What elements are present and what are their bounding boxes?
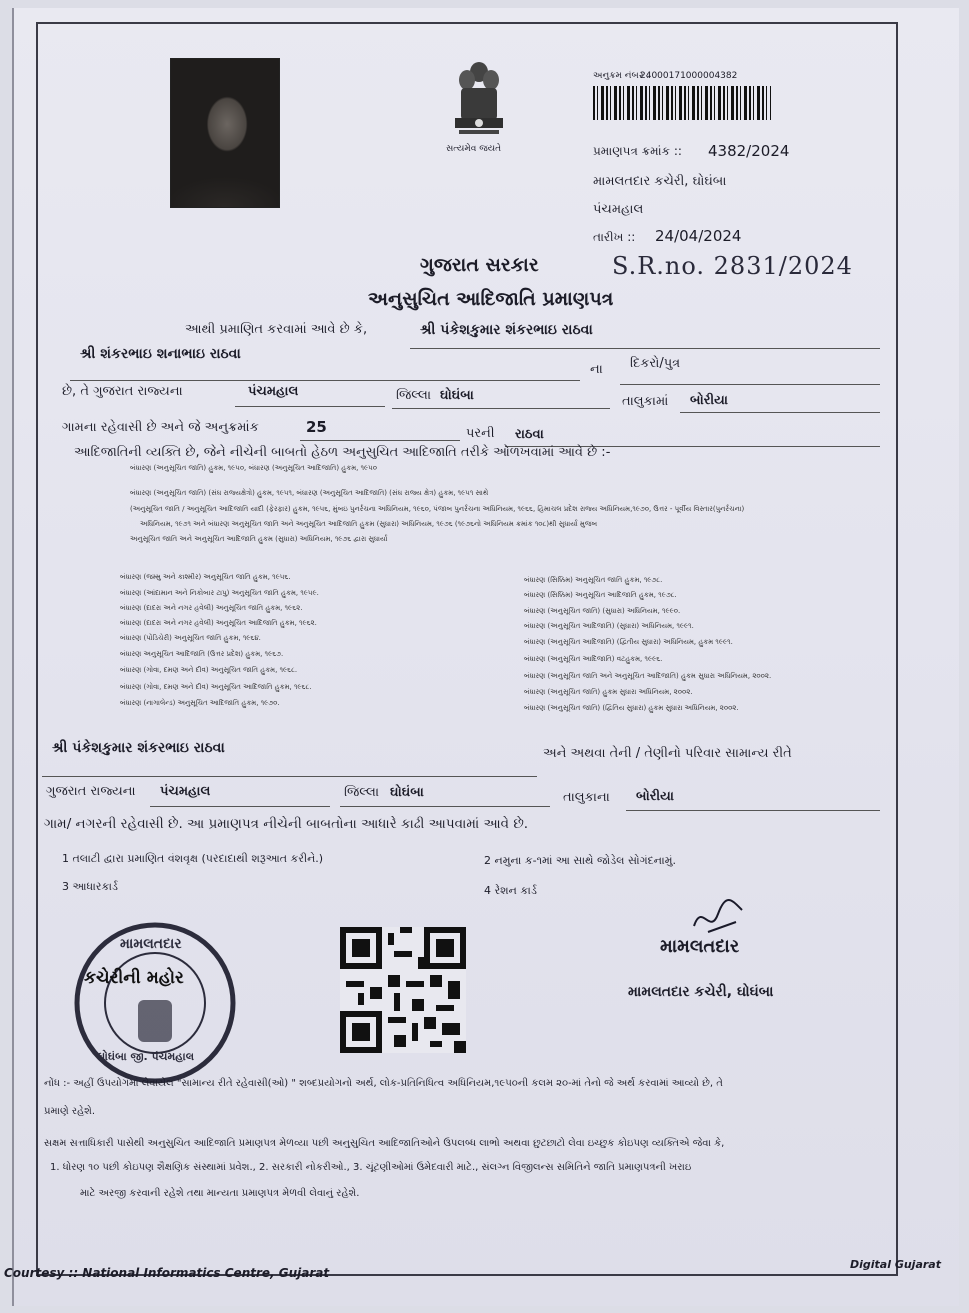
- order-line: બંધારણ (અનુસૂચિત જાતિ) હુકમ, ૧૯૫૦, બંધારણ (અનુસૂચિત આદિજાતિ) હુકમ, ૧૯૫૦: [130, 464, 377, 472]
- order-right: બંધારણ (અનુસૂચિત જાતિ) (દ્વિતિય સુધારા) હુકમ સુધારા અધિનિયમ, ૨૦૦૨.: [524, 704, 739, 712]
- order-left: બંધારણ (દાદરા અને નગર હવેલી) અનુસૂચિત આદિજાતિ હુકમ, ૧૯૬૨.: [120, 619, 317, 627]
- order-right: બંધારણ (અનુસૂચિત આદિજાતિ) વટહુકમ, ૧૯૯૬.: [524, 655, 663, 663]
- note-eligibility: સક્ષમ સત્તાધિકારી પાસેથી અનુસુચિત આદિજાતિ પ્રમાણપત્ર મેળવ્યા પછી અનુસુચિત આદિજાતિઓને ઉપલબ્ધ લાભો અથવા છુટછાટો લેવા ઇચ્છુક કોઇપણ વ્યક્તિએ જેવા કે,: [44, 1138, 725, 1149]
- family-state-label: ગુજરાત રાજ્યના: [46, 784, 136, 799]
- basis-item: 1 તલાટી દ્વારા પ્રમાણિત વંશવૃક્ષ (પરદાદાથી શરૂઆત કરીને.): [62, 852, 324, 865]
- office-seal: [72, 920, 238, 1086]
- taluka-label: તાલુકામાં: [622, 394, 669, 409]
- courtesy-text: Courtesy :: National Informatics Centre, Gujarat: [4, 1266, 330, 1280]
- order-left: બંધારણ અનુસૂચિત આદિજાતિ (ઉત્તર પ્રદેશ) હુકમ, ૧૯૬૭.: [120, 650, 284, 658]
- handwritten-sr-number: S.R.no. 2831/2024: [612, 252, 853, 280]
- order-right: બંધારણ (અનુસૂચિત જાતિ અને અનુસૂચિત આદિજાતિ) હુકમ સુધારા અધિનિયમ, ૨૦૦૨.: [524, 672, 772, 680]
- father-name: શ્રી શંકરભાઇ શનાભાઇ રાઠવા: [80, 346, 241, 362]
- note-verification: માટે અરજી કરવાની રહેશે તથા માન્યતા પ્રમાણપત્ર મેળવી લેવાનું રહેશે.: [80, 1188, 360, 1199]
- serial-number: 24000171000004382: [640, 71, 738, 81]
- basis-item: 4 રેશન કાર્ડ: [484, 884, 537, 897]
- signatory-office: મામલતદાર કચેરી, ઘોઘંબા: [628, 984, 774, 1000]
- family-text: અને અથવા તેની / તેણીનો પરિવાર સામાન્ય રીતે: [543, 746, 792, 761]
- district-label: જિલ્લા: [396, 388, 432, 403]
- issuing-office: મામલતદાર કચેરી, ઘોઘંબા: [593, 174, 727, 189]
- order-right: બંધારણ (અનુસૂચિત જાતિ) હુકમ સુધારા અધિનિયમ, ૨૦૦૨.: [524, 688, 693, 696]
- order-right: બંધારણ (અનુસૂચિત આદિજાતિ) (સુધારા) અધિનિયમ, ૧૯૯૧.: [524, 622, 694, 630]
- order-left: બંધારણ (આંદામાન અને નિકોબાર ટાપુ) અનુસૂચિત જાતિ હુકમ, ૧૯૫૯.: [120, 589, 319, 597]
- certify-text: આથી પ્રમાણિત કરવામાં આવે છે કે,: [185, 322, 368, 337]
- emblem-caption: સત્યમેવ જયતે: [446, 144, 502, 154]
- state-text: છે, તે ગુજરાત રાજ્યના: [62, 384, 183, 399]
- basis-item: 2 નમુના ક-૧માં આ સાથે જોડેલ સોગંદનામું.: [484, 854, 676, 867]
- order-line: બંધારણ (અનુસૂચિત જાતિ) (સંઘ રાજ્યક્ષેત્રો) હુકમ, ૧૯૫૧, બંધારણ (અનુસૂચિત આદિજાતિ) (સંઘ રાજ્ય ક્ષેત્ર) હુકમ, ૧૯૫૧ સાથે: [130, 489, 489, 497]
- certificate-title: અનુસુચિત આદિજાતિ પ્રમાણપત્ર: [368, 288, 614, 310]
- relation: દિકરો/પુત્ર: [630, 356, 681, 371]
- order-line: અધિનિયમ, ૧૯૭૧ અને બંધારણ અનુસૂચિત જાતિ અને અનુસૂચિત આદિજાતિ હુકમ (સુધારા) અધિનિયમ, ૧૯૭૬ (૧૯૭૬નો અધિનિયમ ક્રમાંક ૧૦૮)થી સુધાર્યા મુજબ: [140, 520, 598, 528]
- serial-label: અનુક્રમ નંબર :: [593, 71, 650, 81]
- note-text-continued: પ્રમાણે રહેશે.: [44, 1106, 96, 1117]
- signature-icon: [688, 896, 748, 940]
- family-taluka-value: ઘોઘંબા: [390, 785, 424, 800]
- caste-value: રાઠવા: [515, 427, 544, 442]
- schedule-serial: 25: [306, 418, 327, 436]
- qr-code: [340, 927, 466, 1053]
- order-left: બંધારણ (જમ્મુ અને કાશ્મીર) અનુસૂચિત જાતિ હુકમ, ૧૯૫૬.: [120, 573, 291, 581]
- na-text: ના: [590, 362, 603, 377]
- order-line: અનુસૂચિત જાતિ અને અનુસૂચિત આદિજાતિ હુકમ (સુધારા) અધિનિયમ, ૧૯૭૬ દ્વારા સુધાર્યા: [130, 535, 388, 543]
- order-left: બંધારણ (નાગાલેન્ડ) અનુસૂચિત આદિજાતિ હુકમ, ૧૯૭૦.: [120, 699, 280, 707]
- basis-item: 3 આધારકાર્ડ: [62, 880, 118, 893]
- village-value: બોરીયા: [690, 393, 728, 408]
- family-taluka-label: તાલુકાના: [563, 790, 610, 805]
- order-right: બંધારણ (અનુસૂચિત આદિજાતિ) (દ્વિતીય સુધારા) અધિનિયમ, હુકમ ૧૯૯૧.: [524, 638, 733, 646]
- issuing-district: પંચમહાલ: [593, 202, 644, 217]
- family-village-value: બોરીયા: [636, 789, 674, 804]
- person-name: શ્રી પંકેશકુમાર શંકરભાઇ રાઠવા: [420, 322, 593, 338]
- order-left: બંધારણ (ગોવા, દમણ અને દીવ) અનુસૂચિત જાતિ હુકમ, ૧૯૬૮.: [120, 666, 298, 674]
- seal-center-text: કચેરીની મહોર: [84, 968, 184, 988]
- order-right: બંધારણ (અનુસૂચિત જાતિ) (સુધારા) અધિનિયમ, ૧૯૯૦.: [524, 607, 681, 615]
- taluka-value: ઘોઘંબા: [440, 388, 474, 403]
- cert-no: 4382/2024: [708, 142, 790, 160]
- order-left: બંધારણ (ગોવા, દમણ અને દીવ) અનુસૂચિત આદિજાતિ હુકમ, ૧૯૬૮.: [120, 683, 312, 691]
- tribe-text: આદિજાતિની વ્યક્તિ છે, જેને નીચેની બાબતો હેઠળ અનુસુચિત આદિજાતિ તરીકે ઓળખવામાં આવે છે :-: [74, 445, 611, 460]
- caste-prefix: પરની: [466, 426, 495, 441]
- signatory-title: મામલતદાર: [660, 936, 740, 957]
- order-line: (અનુસૂચિત જાતિ / અનુસૂચિત આદિજાતિ યાદી (ફેરફાર) હુકમ, ૧૯૫૬, મુંબઇ પુનર્રચના અધિનિયમ, ૧૯૬૦, પંજાબ પુનર્રચના અધિનિયમ, ૧૯૬૬, હિમાચલ પ્રદેશ રાજ્ય અધિનિયમ,૧૯૭૦, ઉત્તર - પૂર્વીય વિસ્તાર(પુનર્રચના): [130, 505, 745, 513]
- issue-date: 24/04/2024: [655, 227, 742, 245]
- note-uses: 1. ધોરણ ૧૦ પછી કોઇપણ શૈક્ષણિક સંસ્થામાં પ્રવેશ., 2. સરકારી નોકરીઓ., 3. ચૂંટણીઓમાં ઉમેદવારી માટે., સંલગ્ન વિજીલન્સ સમિતિને જાતિ પ્રમાણપત્રની ખરાઇ: [50, 1162, 692, 1173]
- family-district-label: જિલ્લા: [344, 785, 380, 800]
- order-right: બંધારણ (સિક્કિમ) અનુસૂચિત આદિજાતિ હુકમ, ૧૯૭૮.: [524, 591, 677, 599]
- digital-gujarat-brand: Digital Gujarat: [850, 1258, 941, 1271]
- national-emblem-icon: [445, 52, 513, 152]
- order-left: બંધારણ (દાદરા અને નગર હવેલી) અનુસૂચિત જાતિ હુકમ, ૧૯૬૨.: [120, 604, 303, 612]
- order-left: બંધારણ (પોંડિચેરી) અનુસૂચિત જાતિ હુકમ, ૧૯૬૪.: [120, 634, 261, 642]
- resident-text: ગામના રહેવાસી છે અને જે અનુક્રમાંક: [62, 420, 259, 435]
- government-title: ગુજરાત સરકાર: [420, 254, 539, 276]
- barcode: [593, 86, 771, 120]
- note-text: નોંધ :- અહીં ઉપયોગમાં લેવાયેલ "સામાન્ય રીતે રહેવાસી(ઓ) " શબ્દપ્રયોગનો અર્થ, લોક-પ્રતિનિધિત્વ અધિનિયમ,૧૯૫૦ની કલમ ૨૦-માં તેનો જે અર્થ કરવામાં આવ્યો છે, તે: [44, 1078, 723, 1089]
- family-person-name: શ્રી પંકેશકુમાર શંકરભાઇ રાઠવા: [52, 740, 225, 756]
- applicant-photo: [170, 58, 280, 208]
- order-right: બંધારણ (સિક્કિમ) અનુસૂચિત જાતિ હુકમ, ૧૯૭૮.: [524, 576, 663, 584]
- date-label: તારીખ ::: [593, 230, 636, 244]
- seal-bottom-text: ઘોઘંબા જી. પંચમહાલ: [98, 1050, 195, 1063]
- basis-text: ગામ/ નગરની રહેવાસી છે. આ પ્રમાણપત્ર નીચેની બાબતોના આધારે કાઢી આપવામાં આવે છે.: [44, 816, 529, 832]
- district-value: પંચમહાલ: [248, 384, 299, 399]
- seal-top-text: મામલતદાર: [120, 936, 182, 952]
- cert-no-label: પ્રમાણપત્ર ક્રમાંક ::: [593, 144, 682, 158]
- family-district-value: પંચમહાલ: [160, 784, 211, 799]
